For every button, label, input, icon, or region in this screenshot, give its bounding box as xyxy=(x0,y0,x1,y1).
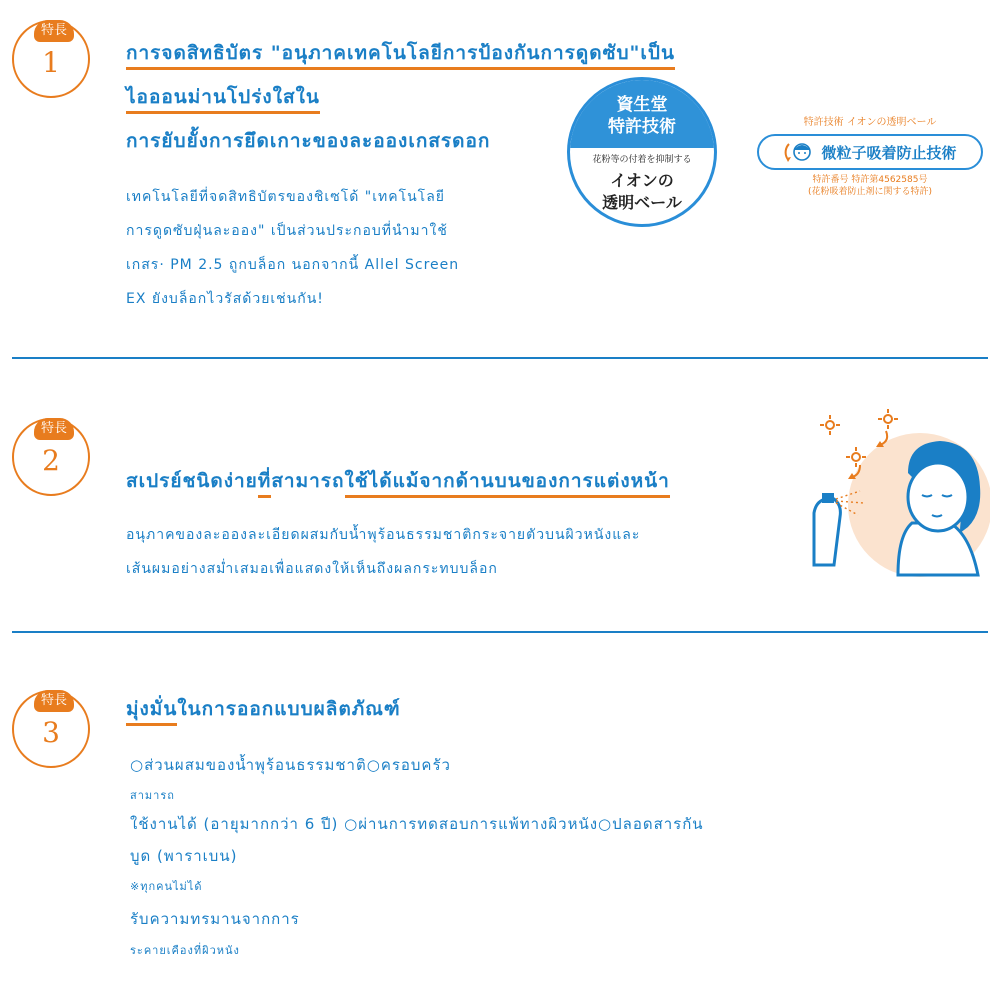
body-line: ใช้งานได้ (อายุมากกว่า 6 ปี) ○ผ่านการทดสอบการแพ้ทางผิวหนัง○ปลอดสารกัน xyxy=(130,815,704,833)
face-shield-icon xyxy=(783,138,815,166)
body-line: เกสร· PM 2.5 ถูกบล็อก นอกจากนี้ Allel Screen xyxy=(126,257,460,273)
feature-1-heading-line-1: การจดสิทธิบัตร "อนุภาคเทคโนโลยีการป้องกันการดูดซับ"เป็น xyxy=(126,38,675,68)
badge-label: 特長 xyxy=(34,690,74,712)
ion-caption: 特許技術 イオンの透明ベール xyxy=(803,117,937,128)
section-divider xyxy=(12,631,988,633)
feature-3-body xyxy=(130,750,704,966)
ion-foot-1: 特許番号 特許第4562585号 xyxy=(812,175,928,185)
ion-pill xyxy=(757,134,983,170)
woman-spraying-face-icon xyxy=(800,405,990,585)
seal-header xyxy=(570,80,714,148)
body-line: ระคายเคืองที่ผิวหนัง xyxy=(130,944,240,957)
feature-2-heading: สเปรย์ชนิดง่ายที่สามารถใช้ได้แม้จากด้านบนของการแต่งหน้า xyxy=(126,466,670,496)
ion-technology-label xyxy=(750,113,990,198)
shiseido-patent-seal xyxy=(567,77,717,227)
feature-1-heading-line-2: ไอออนม่านโปร่งใสใน xyxy=(126,82,320,112)
badge-label: 特長 xyxy=(34,418,74,440)
seal-big-text: イオンの 透明ベール xyxy=(602,171,682,212)
body-line: EX ยังบล็อกไวรัสด้วยเช่นกัน! xyxy=(126,291,324,307)
body-line: ※ทุกคนไม่ได้ xyxy=(130,880,203,893)
feature-2-body xyxy=(126,518,640,586)
body-line: เส้นผมอย่างสม่ำเสมอเพื่อแสดงให้เห็นถึงผลกระทบบล็อก xyxy=(126,561,498,577)
feature-badge-3 xyxy=(12,690,94,772)
seal-line-1: 資生堂 xyxy=(616,95,668,115)
seal-small-text: 花粉等の付着を抑制する xyxy=(592,155,692,165)
badge-label: 特長 xyxy=(34,20,74,42)
ion-foot-2: (花粉吸着防止剤に関する特許) xyxy=(807,187,933,197)
body-line: สามารถ xyxy=(130,789,175,802)
badge-number: 3 xyxy=(42,716,60,749)
feature-3-heading: มุ่งมั่นในการออกแบบผลิตภัณฑ์ xyxy=(126,694,401,724)
badge-number: 1 xyxy=(42,46,60,79)
seal-line-2: 特許技術 xyxy=(608,117,676,137)
ion-title: 微粒子吸着防止技術 xyxy=(821,143,957,162)
feature-1-body xyxy=(126,180,459,316)
feature-badge-1 xyxy=(12,20,94,102)
feature-badge-2 xyxy=(12,418,94,500)
body-line: ○ส่วนผสมของน้ำพุร้อนธรรมชาติ○ครอบครัว xyxy=(130,756,451,774)
body-line: บูด (พาราเบน) xyxy=(130,847,238,865)
body-line: อนุภาคของละอองละเอียดผสมกับน้ำพุร้อนธรรมชาติกระจายตัวบนผิวหนังและ xyxy=(126,527,641,543)
body-line: เทคโนโลยีที่จดสิทธิบัตรของชิเซโด้ "เทคโนโลยี xyxy=(126,189,445,205)
badge-number: 2 xyxy=(42,444,60,477)
body-line: รับความทรมานจากการ xyxy=(130,910,300,928)
section-divider xyxy=(12,357,988,359)
body-line: การดูดซับฝุ่นละออง" เป็นส่วนประกอบที่นำมาใช้ xyxy=(126,223,448,239)
feature-1-heading-line-3: การยับยั้งการยึดเกาะของละอองเกสรดอก xyxy=(126,130,491,152)
